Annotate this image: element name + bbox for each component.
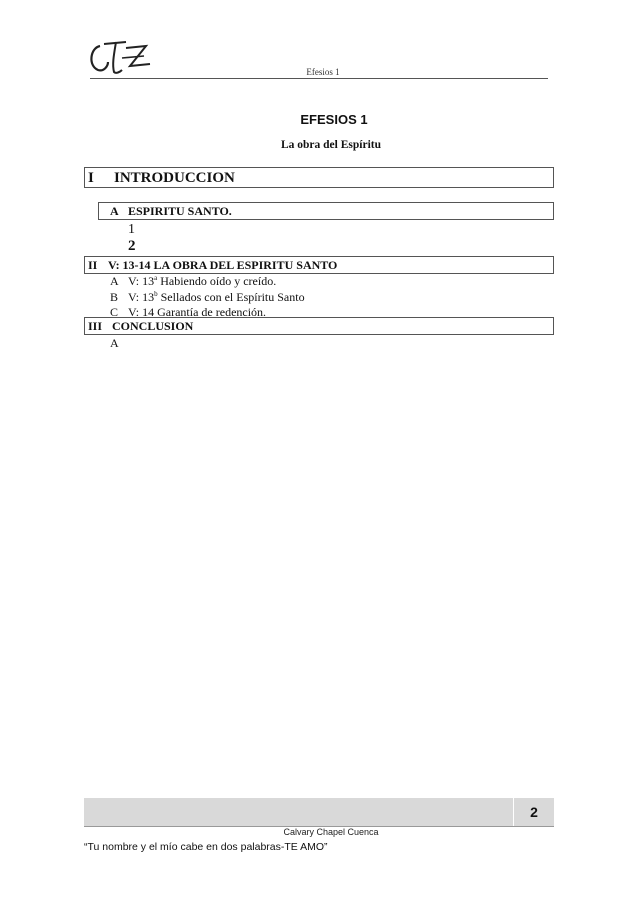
section-2-item-b: [110, 290, 305, 305]
footer-organization: Calvary Chapel Cuenca: [283, 827, 379, 837]
footer-quote: “Tu nombre y el mío cabe en dos palabras-TE AMO”: [84, 841, 328, 853]
section-2-item-b-number: B: [110, 290, 119, 304]
section-2-item-b-text-post: Sellados con el Espíritu Santo: [157, 290, 305, 304]
section-1-item-1: 1: [128, 222, 135, 237]
section-2-item-a-text-pre: V: 13: [128, 274, 155, 288]
section-2-item-b-text-pre: V: 13: [128, 290, 155, 304]
section-2-item-a: [110, 274, 276, 289]
section-2-item-a-number: A: [110, 274, 119, 288]
page-number: 2: [513, 798, 554, 826]
header-rule: [90, 78, 548, 79]
section-1-number: I: [88, 170, 94, 186]
footer-bar: [84, 798, 554, 827]
section-3-heading: [88, 319, 193, 334]
section-2-heading: [88, 258, 337, 273]
document-title: EFESIOS 1: [300, 112, 368, 127]
section-3-number: III: [88, 319, 103, 333]
section-2-item-b-sup: b: [154, 290, 158, 298]
section-2-item-a-sup: a: [154, 274, 158, 282]
section-2-item-c-text: V: 14 Garantía de redención.: [128, 305, 267, 319]
section-2-item-a-text-post: Habiendo oído y creído.: [157, 274, 277, 288]
header-title: Efesios 1: [306, 67, 340, 77]
section-1-label: INTRODUCCION: [114, 170, 235, 186]
section-1-heading: [88, 170, 235, 187]
section-1-item-2: 2: [128, 238, 136, 254]
section-1-sub-a-heading: [110, 204, 232, 219]
section-3-label: CONCLUSION: [112, 319, 194, 333]
section-1-sub-a-label: ESPIRITU SANTO.: [128, 204, 232, 218]
section-3-item-a: A: [110, 336, 119, 350]
document-subtitle: La obra del Espíritu: [280, 139, 381, 151]
section-2-label: V: 13-14 LA OBRA DEL ESPIRITU SANTO: [108, 258, 338, 272]
section-2-number: II: [88, 258, 98, 272]
section-1-sub-a-number: A: [110, 204, 119, 218]
section-2-item-c-number: C: [110, 305, 119, 319]
